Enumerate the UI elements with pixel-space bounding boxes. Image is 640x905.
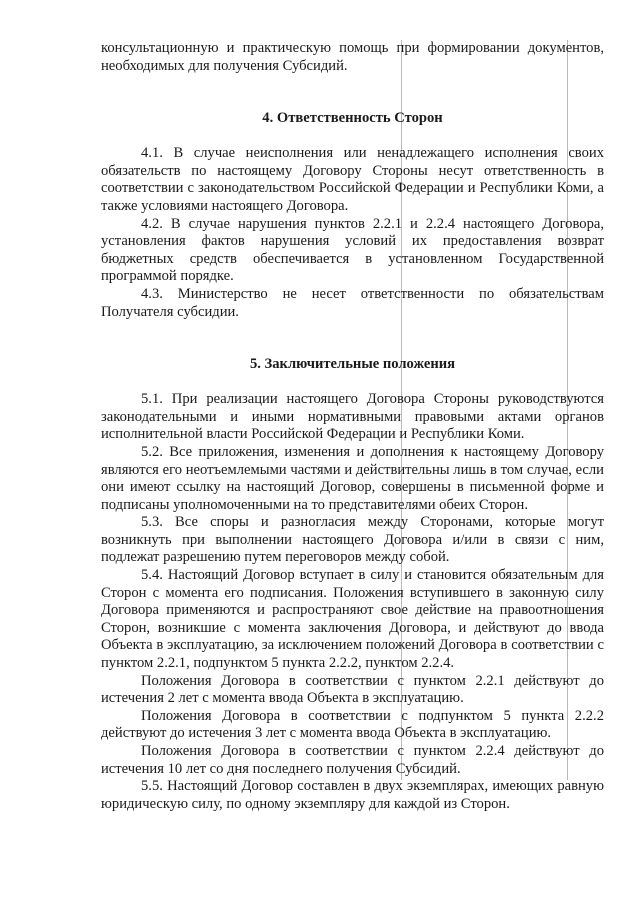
paragraph-5-4-clause-c: Положения Договора в соответствии с пунктом 2.2.4 действуют до истечения 10 лет со дня последнего получения Субсидий. — [101, 743, 604, 777]
section-4-title: 4. Ответственность Сторон — [262, 110, 443, 127]
paragraph-5-4-clause-b: Положения Договора в соответствии с подпунктом 5 пункта 2.2.2 действуют до истечения 3 лет с момента ввода Объекта в эксплуатацию. — [101, 707, 604, 742]
paragraph-5-5: 5.5. Настоящий Договор составлен в двух экземплярах, имеющих равную юридическую силу, по одному экземпляру для каждой из Сторон. — [101, 778, 604, 812]
paragraph-4-1: 4.1. В случае неисполнения или ненадлежащего исполнения своих обязательств по настоящему Договору Стороны несут ответственность в соответствии с законодательством Российской Федерации и Республики Коми, а также условиями настоящего Договора. — [101, 145, 604, 214]
paragraph-4-2: 4.2. В случае нарушения пунктов 2.2.1 и 2.2.4 настоящего Договора, установления фактов нарушения условий их предоставления возврат бюджетных средств обеспечивается в установленном Государственной программой порядке. — [101, 215, 604, 285]
paragraph-4-3: 4.3. Министерство не несет ответственности по обязательствам Получателя субсидии. — [101, 285, 604, 320]
paragraph-5-3: 5.3. Все споры и разногласия между Сторонами, которые могут возникнуть при выполнении настоящего Договора и/или в связи с ним, подлежат разрешению путем переговоров между собой. — [101, 514, 604, 566]
paragraph-5-4-clause-a: Положения Договора в соответствии с пунктом 2.2.1 действуют до истечения 2 лет с момента ввода Объекта в эксплуатацию. — [101, 672, 604, 707]
paragraph-5-1: 5.1. При реализации настоящего Договора Стороны руководствуются законодательными и иными нормативными правовыми актами органов исполнительной власти Российской Федерации и Республики Коми. — [101, 391, 604, 443]
document-body — [101, 40, 604, 813]
section-5-title: 5. Заключительные положения — [249, 356, 456, 373]
intro-paragraph: консультационную и практическую помощь при формировании документов, необходимых для получения Субсидий. — [101, 40, 604, 74]
paragraph-5-2: 5.2. Все приложения, изменения и дополнения к настоящему Договору являются его неотъемлемыми частями и действительны лишь в том случае, если они имеют ссылку на настоящий Договор, совершены в письменной форме и подписаны уполномоченными на то представителями обеих Сторон. — [101, 443, 604, 513]
paragraph-5-4: 5.4. Настоящий Договор вступает в силу и становится обязательным для Сторон с момента его подписания. Положения вступившего в законную силу Договора применяются и распространяют свое действие на правоотношения Сторон, возникшие с момента заключения Договора, и действуют до ввода Объекта в эксплуатацию, за исключением положений Договора в соответствии с пунктом 2.2.1, подпунктом 5 пункта 2.2.2, пунктом 2.2.4. — [101, 567, 604, 672]
